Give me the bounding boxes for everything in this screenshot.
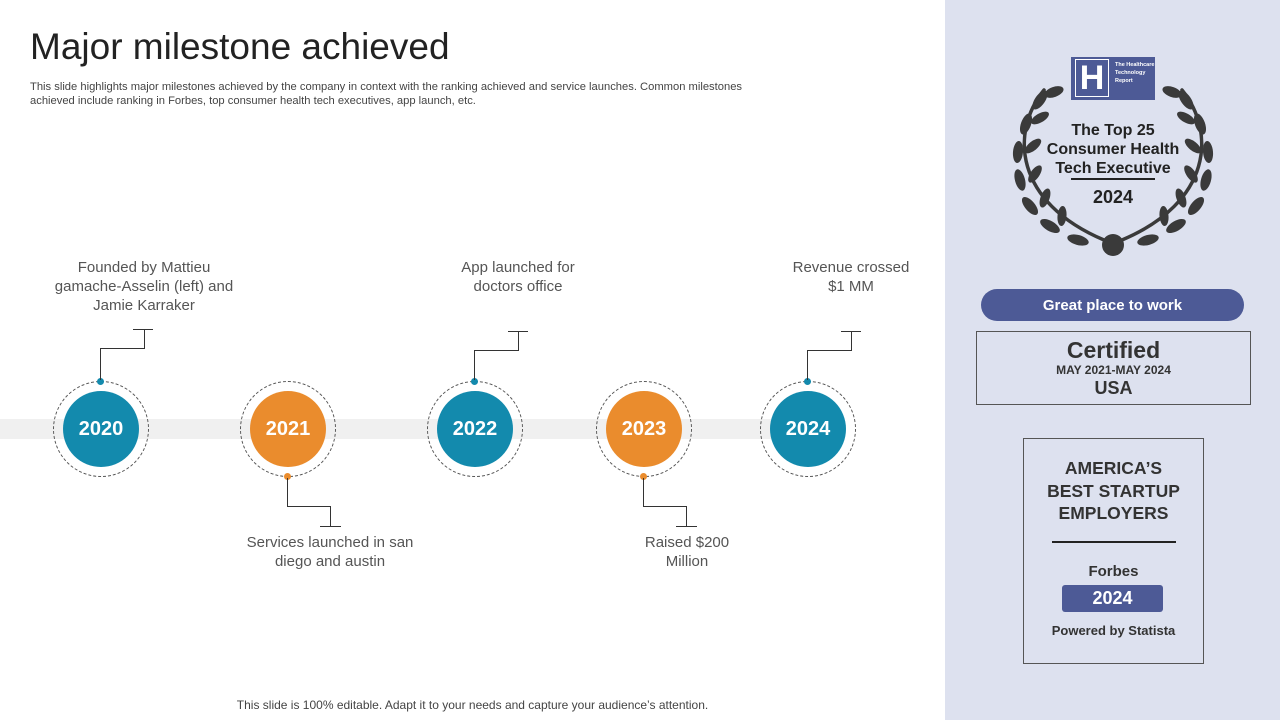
milestone-circle-2022: 2022 <box>437 391 513 467</box>
milestone-note-2023: Raised $200 Million <box>644 534 730 570</box>
connector-line <box>643 506 687 507</box>
great-place-to-work-banner: Great place to work <box>981 289 1244 321</box>
milestone-circle-2020: 2020 <box>63 391 139 467</box>
connector-line <box>144 329 145 349</box>
badge-divider <box>1071 178 1155 180</box>
connector-line <box>320 526 341 527</box>
connector-line <box>686 506 687 526</box>
milestone-circle-2024: 2024 <box>770 391 846 467</box>
forbes-publisher: Forbes <box>1088 563 1139 580</box>
connector-line <box>287 478 288 507</box>
connector-line <box>508 331 528 332</box>
milestone-circle-2023: 2023 <box>606 391 682 467</box>
connector-line <box>100 348 145 349</box>
connector-line <box>330 506 331 526</box>
connector-line <box>841 331 861 332</box>
certified-box <box>976 331 1251 405</box>
milestone-note-2021: Services launched in san diego and austin <box>246 534 414 570</box>
logo-letter: H <box>1075 59 1109 97</box>
connector-line <box>100 348 101 380</box>
connector-line <box>676 526 697 527</box>
forbes-award-heading: AMERICA’S BEST STARTUP EMPLOYERS <box>1047 458 1180 523</box>
healthcare-report-logo <box>1071 57 1155 100</box>
connector-line <box>474 350 519 351</box>
connector-line <box>133 329 153 330</box>
logo-text: The Healthcare Technology Report <box>1115 62 1155 84</box>
top25-badge-year: 2024 <box>1092 187 1134 207</box>
forbes-powered-by: Powered by Statista <box>1051 623 1176 638</box>
connector-line <box>643 478 644 507</box>
connector-line <box>807 350 808 380</box>
connector-line <box>851 331 852 351</box>
forbes-divider <box>1052 541 1176 543</box>
connector-line <box>287 506 331 507</box>
top25-badge-text: The Top 25 Consumer Health Tech Executive <box>1046 122 1180 177</box>
certified-range: MAY 2021-MAY 2024 <box>1056 363 1171 377</box>
connector-line <box>518 331 519 351</box>
certified-title: Certified <box>1066 337 1161 363</box>
page-title: Major milestone achieved <box>30 26 450 67</box>
milestone-note-2020: Founded by Mattieu gamache-Asselin (left) and Jamie Karraker <box>54 259 234 314</box>
certified-country: USA <box>1094 378 1133 398</box>
page-description: This slide highlights major milestones achieved by the company in context with the ranking achieved and service launches. Common milestones achieved include ranking in Forbes, top consumer health tech executives, app launch, etc. <box>30 81 743 107</box>
forbes-award-box <box>1023 438 1204 664</box>
connector-line <box>807 350 852 351</box>
milestone-note-2024: Revenue crossed $1 MM <box>792 259 910 295</box>
footer-note: This slide is 100% editable. Adapt it to your needs and capture your audience’s attention. <box>236 698 709 712</box>
connector-line <box>474 350 475 380</box>
milestone-circle-2021: 2021 <box>250 391 326 467</box>
forbes-year-badge: 2024 <box>1062 585 1163 612</box>
milestone-note-2022: App launched for doctors office <box>461 259 575 295</box>
